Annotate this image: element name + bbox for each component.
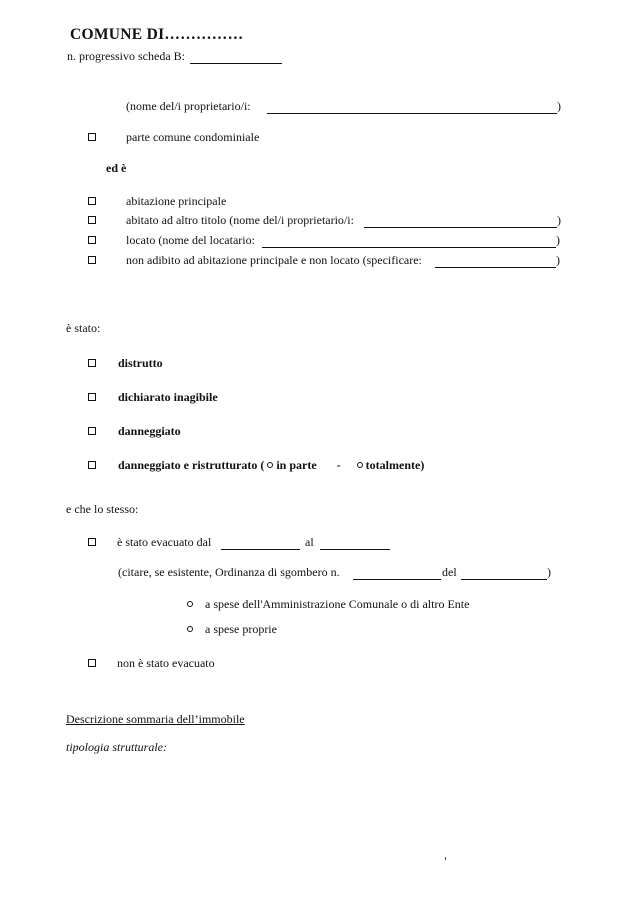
usage-label-not-used: non adibito ad abitazione principale e non locato (specificare: — [126, 253, 422, 267]
expense-comune-row — [187, 597, 469, 612]
totally-radio[interactable] — [357, 462, 363, 468]
close-paren: ) — [557, 213, 561, 227]
progressive-number-field[interactable] — [190, 63, 282, 64]
tenant-name-field[interactable] — [262, 247, 556, 248]
usage-checkbox-rented[interactable] — [88, 236, 96, 244]
expense-comune-radio[interactable] — [187, 601, 193, 607]
page-title: COMUNE DI…………… — [70, 26, 244, 43]
usage-label-other-title: abitato ad altro titolo (nome del/i proprietario/i: — [126, 213, 354, 227]
condominium-checkbox[interactable] — [88, 133, 96, 141]
expense-own-row — [187, 622, 277, 637]
status-label-damaged: danneggiato — [118, 424, 181, 438]
scan-mark — [445, 857, 446, 860]
evacuation-order-date-field[interactable] — [461, 579, 547, 580]
expense-own-radio[interactable] — [187, 626, 193, 632]
totally-label: totalmente) — [365, 458, 425, 472]
damaged-restored-row — [118, 458, 424, 473]
not-evacuated-label: non è stato evacuato — [117, 656, 215, 670]
specify-field[interactable] — [435, 267, 556, 268]
usage-checkbox-main-residence[interactable] — [88, 197, 96, 205]
close-paren: ) — [556, 253, 560, 267]
expense-comune-label: a spese dell'Amministrazione Comunale o di altro Ente — [205, 597, 470, 611]
close-paren: ) — [547, 565, 551, 579]
dash-separator: - — [336, 458, 341, 472]
ed-e-label: ed è — [106, 161, 127, 175]
evacuation-from-date-field[interactable] — [221, 549, 300, 550]
status-checkbox-damaged-restored[interactable] — [88, 461, 96, 469]
status-heading: è stato: — [66, 321, 101, 335]
status-label-uninhabitable: dichiarato inagibile — [118, 390, 218, 404]
usage-checkbox-not-used[interactable] — [88, 256, 96, 264]
usage-label-main-residence: abitazione principale — [126, 194, 227, 208]
close-paren: ) — [556, 233, 560, 247]
status-label-destroyed: distrutto — [118, 356, 163, 370]
status-checkbox-destroyed[interactable] — [88, 359, 96, 367]
condominium-label: parte comune condominiale — [126, 130, 260, 144]
close-paren: ) — [557, 99, 561, 113]
description-heading: Descrizione sommaria dell’immobile — [66, 712, 245, 726]
evacuation-order-number-field[interactable] — [353, 579, 441, 580]
owner-name-field[interactable] — [267, 113, 557, 114]
evacuation-order-label: (citare, se esistente, Ordinanza di sgombero n. — [118, 565, 340, 579]
other-title-owner-field[interactable] — [364, 227, 557, 228]
status-label-damaged-restored: danneggiato e ristrutturato ( — [118, 458, 265, 472]
evacuated-checkbox[interactable] — [88, 538, 96, 546]
evacuated-from-label: è stato evacuato dal — [117, 535, 212, 549]
in-part-label: in parte — [276, 458, 317, 472]
structural-type-label: tipologia strutturale: — [66, 740, 168, 754]
progressive-number-label: n. progressivo scheda B: — [67, 49, 185, 63]
expense-own-label: a spese proprie — [205, 622, 277, 636]
owner-name-label: (nome del/i proprietario/i: — [126, 99, 251, 113]
evacuation-to-date-field[interactable] — [320, 549, 390, 550]
status-checkbox-uninhabitable[interactable] — [88, 393, 96, 401]
status-checkbox-damaged[interactable] — [88, 427, 96, 435]
evacuation-heading: e che lo stesso: — [66, 502, 139, 516]
usage-label-rented: locato (nome del locatario: — [126, 233, 255, 247]
in-part-radio[interactable] — [267, 462, 273, 468]
evacuated-to-label: al — [305, 535, 314, 549]
evacuation-order-del-label: del — [442, 565, 457, 579]
usage-checkbox-other-title[interactable] — [88, 216, 96, 224]
not-evacuated-checkbox[interactable] — [88, 659, 96, 667]
